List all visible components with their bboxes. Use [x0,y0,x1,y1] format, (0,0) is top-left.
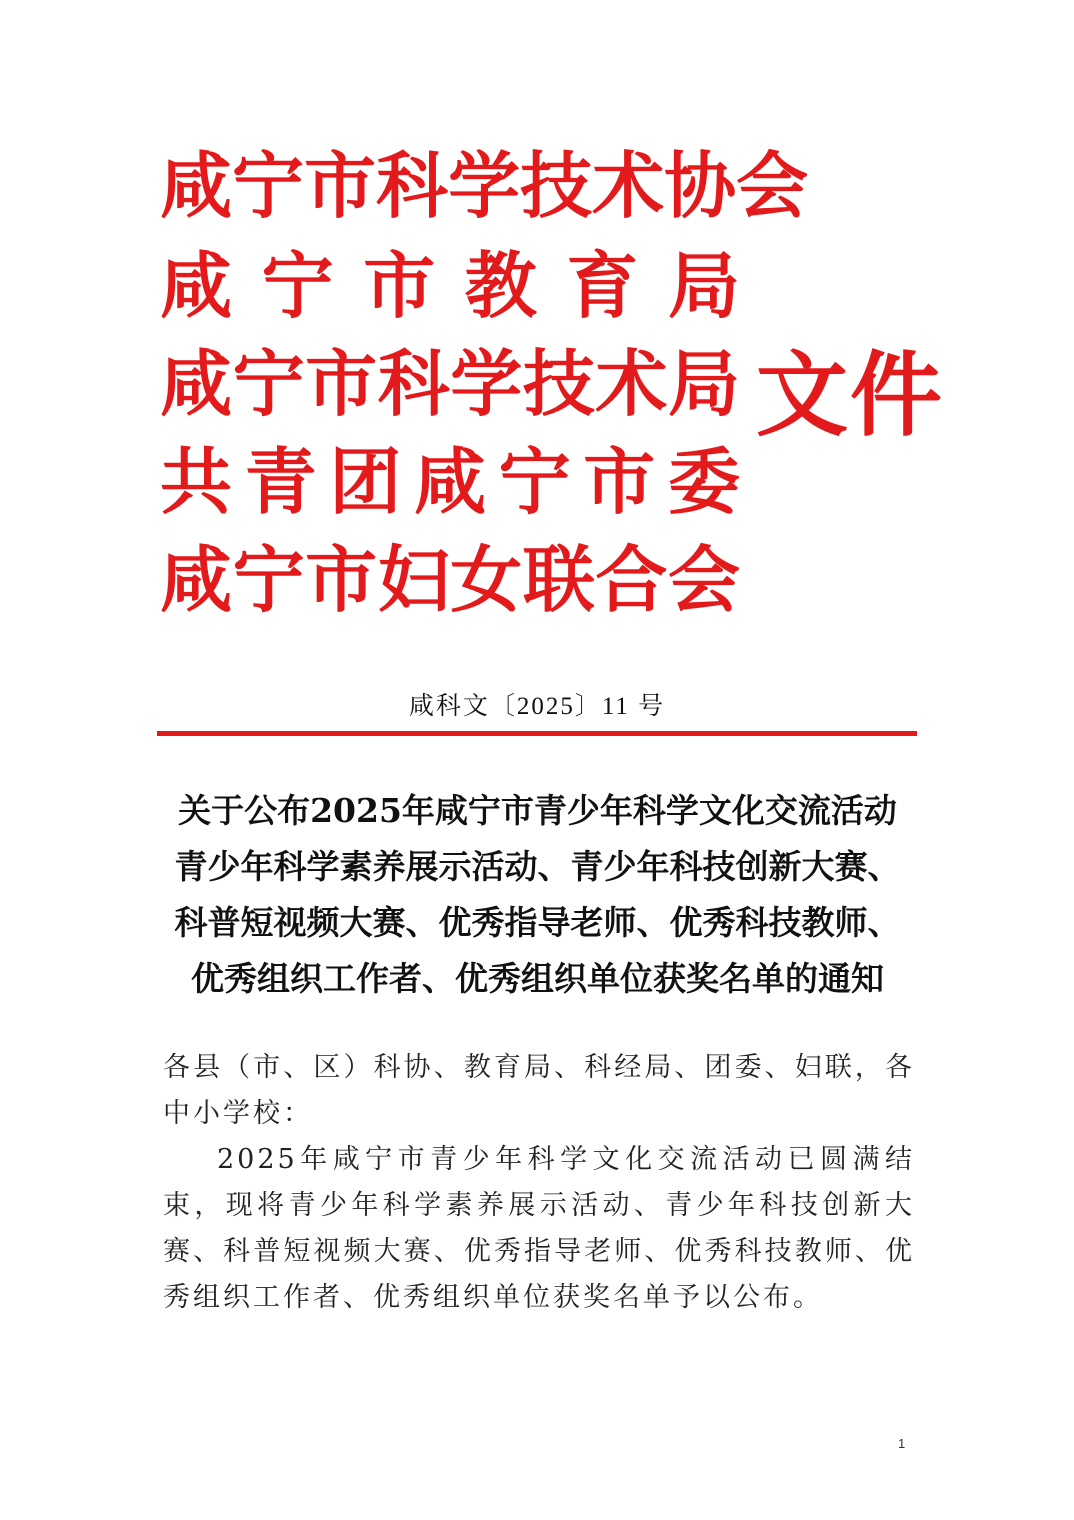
header-char: 局 [667,341,740,426]
title-line-2: 青少年科学素养展示活动、青少年科技创新大赛、 [174,847,901,886]
header-char: 女 [450,537,523,622]
document-label: 文件 [756,341,945,449]
header-char: 合 [595,537,668,622]
header-char: 咸 [160,243,233,328]
title-line-1: 关于公布2025年咸宁市青少年科学文化交流活动 [178,791,897,830]
header-char: 市 [304,143,377,228]
header-char: 市 [363,243,436,328]
document-number: 咸科文〔2025〕11 号 [408,693,666,720]
header-char: 咸 [160,341,233,426]
red-header [160,138,945,628]
issuing-org-4 [160,532,740,628]
header-char: 会 [667,537,740,622]
header-char: 会 [736,143,809,228]
salutation: 各县（市、区）科协、教育局、科经局、团委、妇联，各中小学校： [163,1052,915,1129]
header-char: 科 [377,341,450,426]
header-char: 咸 [160,143,233,228]
header-char: 技 [522,341,595,426]
header-char: 术 [595,341,668,426]
issuing-org-2 [160,336,740,432]
header-char: 宁 [232,143,305,228]
header-char: 科 [376,143,449,228]
header-char: 协 [664,143,737,228]
issuing-org-0 [160,138,809,234]
header-char: 局 [667,243,740,328]
header-char: 市 [305,537,378,622]
header-char: 联 [522,537,595,622]
header-char: 育 [566,243,639,328]
body-paragraph: 2025年咸宁市青少年科学文化交流活动已圆满结束，现将青少年科学素养展示活动、青少年科技创新大赛、科普短视频大赛、优秀指导老师、优秀科技教师、优秀组织工作者、优秀组织单位获奖名单予以公布。 [163,1144,915,1313]
header-char: 市 [305,341,378,426]
header-char: 宁 [261,243,334,328]
header-char: 学 [448,143,521,228]
header-char: 学 [450,341,523,426]
header-char: 宁 [232,537,305,622]
header-char: 咸 [413,439,486,524]
header-char: 咸 [160,537,233,622]
title-line-4: 优秀组织工作者、优秀组织单位获奖名单的通知 [191,959,884,998]
notice-body [163,1045,915,1321]
title-line-3: 科普短视频大赛、优秀指导老师、优秀科技教师、 [174,903,901,942]
header-char: 教 [464,243,537,328]
header-char: 市 [583,439,656,524]
notice-title [150,783,925,1007]
header-char: 委 [667,439,740,524]
header-char: 技 [520,143,593,228]
header-char: 团 [329,439,402,524]
header-char: 术 [592,143,665,228]
header-char: 宁 [232,341,305,426]
issuing-org-1 [160,238,740,334]
page-number: 1 [898,1436,906,1451]
issuing-org-3 [160,434,740,530]
header-char: 共 [160,439,233,524]
header-char: 妇 [377,537,450,622]
header-char: 宁 [498,439,571,524]
red-divider [157,731,917,736]
header-char: 青 [244,439,317,524]
